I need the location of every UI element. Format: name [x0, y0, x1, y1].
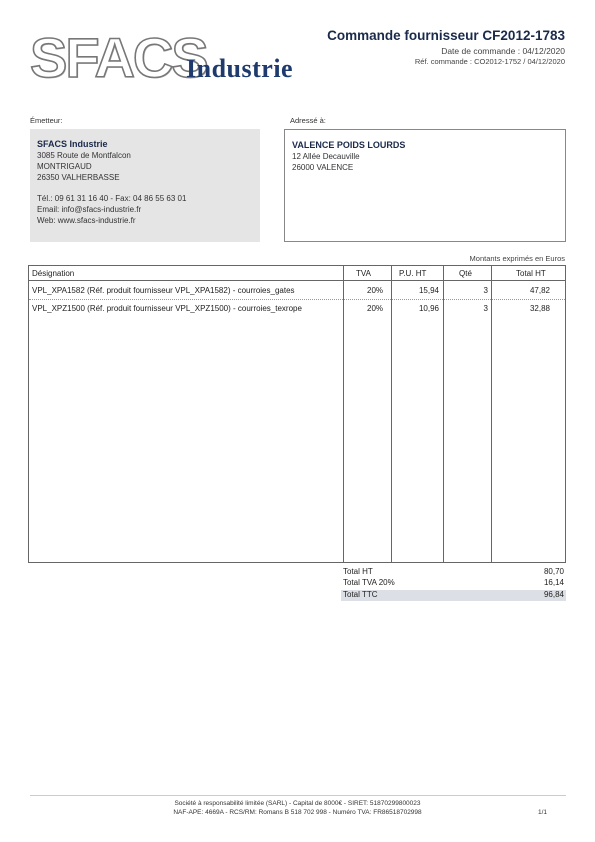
col-header-tva: TVA — [356, 269, 371, 278]
col-header-unit-price: P.U. HT — [399, 269, 427, 278]
total-tva-label: Total TVA 20% — [343, 578, 395, 587]
sender-name: SFACS Industrie — [37, 139, 108, 149]
row-tva: 20% — [367, 304, 384, 313]
page-number: 1/1 — [537, 809, 547, 816]
total-tva-row — [341, 578, 566, 589]
total-ht-value: 80,70 — [543, 567, 564, 576]
row-total: 47,82 — [529, 286, 550, 295]
sender-email: Email: info@sfacs-industrie.fr — [37, 205, 142, 214]
recipient-label: Adressé à: — [290, 116, 326, 125]
col-header-quantity: Qté — [459, 269, 472, 278]
footer-legal-line1: Société à responsabilité limitée (SARL) - Capital de 8000€ - SIRET: 51870299800023 — [174, 800, 421, 807]
row-quantity: 3 — [483, 304, 488, 313]
sender-label: Émetteur: — [30, 116, 63, 125]
sender-address-line2: MONTRIGAUD — [37, 162, 92, 171]
row-quantity: 3 — [483, 286, 488, 295]
sender-address-line3: 26350 VALHERBASSE — [37, 173, 120, 182]
order-reference: Réf. commande : CO2012-1752 / 04/12/2020 — [414, 57, 565, 66]
total-tva-value: 16,14 — [543, 578, 564, 587]
recipient-name: VALENCE POIDS LOURDS — [292, 140, 406, 150]
total-ht-label: Total HT — [343, 567, 373, 576]
order-lines-table — [28, 265, 566, 563]
row-tva: 20% — [367, 286, 384, 295]
row-unit-price: 10,96 — [418, 304, 439, 313]
row-designation: VPL_XPZ1500 (Réf. produit fournisseur VPL_XPZ1500) - courroies_texrope — [32, 304, 302, 313]
recipient-address-line2: 26000 VALENCE — [292, 163, 354, 172]
sender-box — [30, 129, 260, 242]
total-ttc-label: Total TTC — [343, 590, 378, 599]
logo-subtitle: Industrie — [186, 54, 294, 83]
sender-phone: Tél.: 09 61 31 16 40 - Fax: 04 86 55 63 01 — [37, 194, 187, 203]
row-total: 32,88 — [529, 304, 550, 313]
total-ttc-row — [341, 590, 566, 601]
recipient-box — [284, 129, 566, 242]
order-date: Date de commande : 04/12/2020 — [441, 46, 565, 56]
logo-wordmark: SFACS — [30, 26, 207, 89]
total-ht-row — [341, 567, 566, 578]
col-header-designation: Désignation — [32, 269, 75, 278]
col-header-total: Total HT — [516, 269, 546, 278]
total-ttc-value: 96,84 — [543, 590, 564, 599]
currency-note: Montants exprimés en Euros — [469, 254, 565, 263]
footer-divider — [30, 795, 566, 796]
row-designation: VPL_XPA1582 (Réf. produit fournisseur VPL_XPA1582) - courroies_gates — [32, 286, 295, 295]
company-logo — [30, 26, 320, 92]
sender-web: Web: www.sfacs-industrie.fr — [37, 216, 136, 225]
recipient-address-line1: 12 Allée Decauville — [292, 152, 360, 161]
row-unit-price: 15,94 — [418, 286, 439, 295]
document-title: Commande fournisseur CF2012-1783 — [327, 28, 565, 43]
sender-address-line1: 3085 Route de Montfalcon — [37, 151, 131, 160]
footer-legal-line2: NAF-APE: 4669A - RCS/RM: Romans B 518 702 998 - Numéro TVA: FR86518702998 — [173, 809, 422, 816]
